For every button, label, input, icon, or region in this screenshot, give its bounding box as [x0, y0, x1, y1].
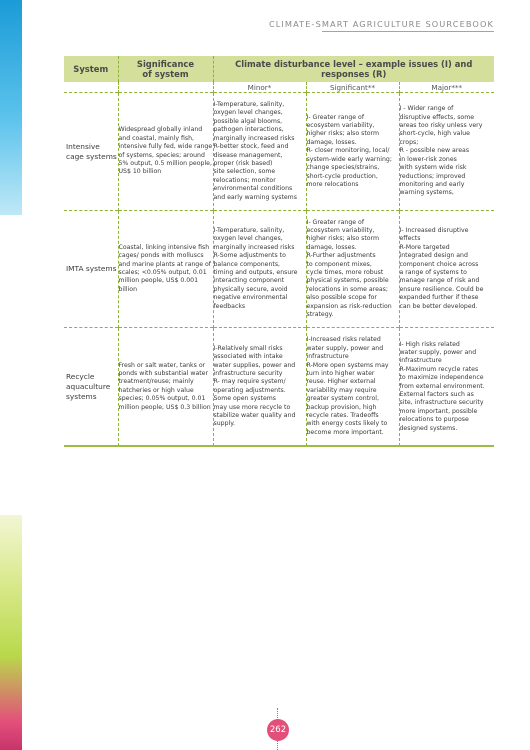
table-row: [64, 93, 494, 211]
subheader-minor: Minor*: [213, 82, 306, 93]
side-strip-blue-band: [0, 0, 22, 215]
climate-disturbance-table: [64, 56, 494, 446]
row-significant: I- Greater range of ecosystem variability, higher risks; also storm damage, losses. R- closer monitoring, local/ system-wide early warning; change species/strains, short-cycle production, more relocations: [306, 93, 399, 211]
subheader-spacer-system: [64, 82, 118, 93]
table-row: [64, 328, 494, 446]
row-major: I- High risks related water supply, power and infrastructure R-Maximum recycle rates to maximize independence from external environment. External factors such as site, infrastructure security more important, possible relocations to purpose designed systems.: [399, 328, 494, 446]
column-header-significance: [118, 56, 213, 82]
table-bottom-rule: [64, 445, 494, 447]
row-system-name: Intensive cage systems: [64, 93, 118, 211]
side-strip-green-band: [0, 515, 22, 750]
row-significance: Coastal, linking intensive fish cages/ ponds with molluscs and marine plants at range of scales; <0.05% output, 0.01 million people, US$ 0.001 billion: [118, 211, 213, 328]
row-minor: I-Relatively small risks associated with intake water supplies, power and infrastructure security R- may require system/ operating adjustments. Some open systems may use more recycle to stabilize water quality and supply.: [213, 328, 306, 446]
column-header-climate-disturbance: Climate disturbance level – example issues (I) and responses (R): [213, 56, 494, 82]
row-system-name: IMTA systems: [64, 211, 118, 328]
page-number-badge: 262: [267, 719, 289, 741]
table-header-row: [64, 56, 494, 82]
row-significant: I- Greater range of ecosystem variability, higher risks; also storm damage, losses. R-Further adjustments to component mixes, cycle times, more robust physical systems, possible relocations in some areas; also possible scope for expansion as risk-reduction strategy.: [306, 211, 399, 328]
running-header-title: CLIMATE-SMART AGRICULTURE SOURCEBOOK: [268, 19, 494, 29]
row-minor: I-Temperature, salinity, oxygen level changes, possible algal blooms, pathogen interactions, marginally increased risks R-better stock, feed and disease management, proper (risk based) site selection, some relocations; monitor environmental conditions and early warning systems: [213, 93, 306, 211]
table-subheader-row: [64, 82, 494, 93]
row-system-name: Recycle aquaculture systems: [64, 328, 118, 446]
table-row: [64, 211, 494, 328]
row-minor: I-Temperature, salinity, oxygen level changes, marginally increased risks R-Some adjustments to balance components, timing and outputs, ensure interacting component physically secure, avoid negative environmental feedbacks: [213, 211, 306, 328]
row-significance: Fresh or salt water, tanks or ponds with substantial water treatment/reuse; mainly hatcheries or high value species; 0.05% output, 0.01 million people, US$ 0.3 billion: [118, 328, 213, 446]
row-significance: Widespread globally inland and coastal, mainly fish, intensive fully fed, wide range of systems, species; around 5% output, 0.5 million people, US$ 10 billion: [118, 93, 213, 211]
subheader-spacer-significance: [118, 82, 213, 93]
decorative-side-strip: [0, 0, 22, 750]
row-major: I- Increased disruptive effects R-More targeted integrated design and component choice across a range of systems to manage range of risk and ensure resilience. Could be expanded further if these can be better developed.: [399, 211, 494, 328]
subheader-major: Major***: [431, 83, 463, 92]
subheader-significant: Significant**: [306, 82, 399, 93]
row-major: I - Wider range of disruptive effects, some areas too risky unless very short-cycle, high value crops; R - possible new areas in lower-risk zones with system wide risk reductions; improved monitoring and early warning systems,: [399, 93, 494, 211]
row-significant: I-Increased risks related water supply, power and infrastructure R-More open systems may turn into higher water reuse. Higher external variability may require greater system control, backup provision, high recycle rates. Tradeoffs with energy costs likely to become more important.: [306, 328, 399, 446]
running-header-rule: [322, 31, 494, 32]
column-header-significance-text: Significance of system: [136, 59, 195, 79]
side-strip-white-band: [0, 215, 22, 515]
column-header-system: System: [64, 56, 118, 82]
